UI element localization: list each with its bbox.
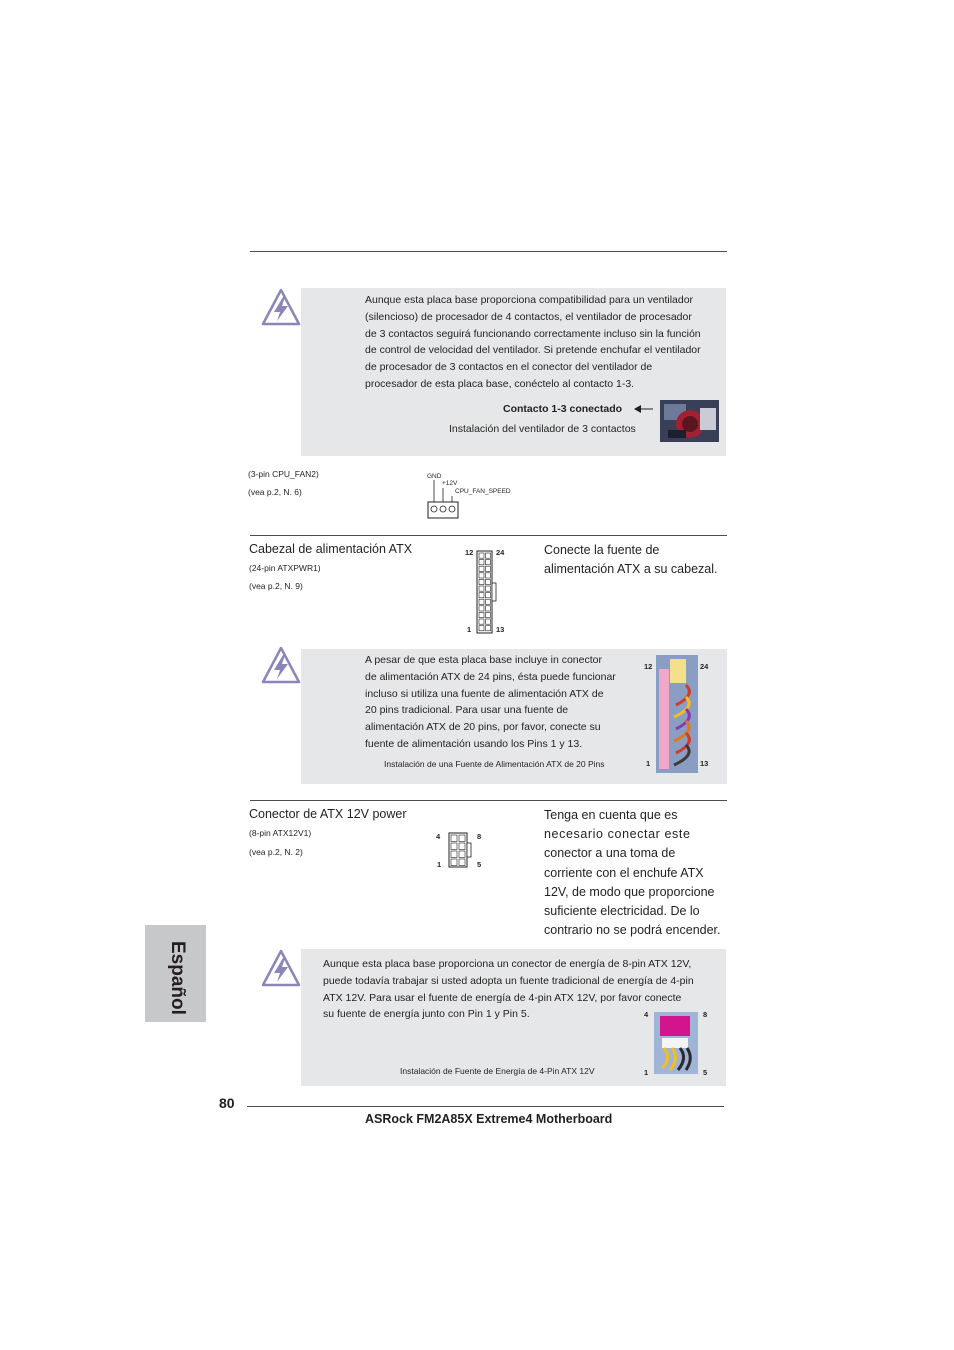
atx-pin <box>479 619 484 624</box>
atx-pin <box>486 612 491 617</box>
12v-label: +12V <box>442 480 458 487</box>
atx-pin-label: 1 <box>467 625 472 634</box>
fan-speed-label: CPU_FAN_SPEED <box>455 488 511 495</box>
atx-pin <box>486 619 491 624</box>
atx-pin <box>479 606 484 611</box>
atx-pin <box>486 593 491 598</box>
note2-line: de alimentación ATX de 24 pins, ésta puede funcionar <box>365 670 616 683</box>
top-rule <box>250 251 727 252</box>
atx-pin <box>479 612 484 617</box>
atx12v-pin-label: 4 <box>436 832 441 841</box>
note2-pin-label: 24 <box>700 662 709 671</box>
atx12v-title: Conector de ATX 12V power <box>249 807 407 821</box>
note2-pin-label: 13 <box>700 759 709 768</box>
cpu-fan-connector-diagram <box>425 480 465 520</box>
note2-caption: Instalación de una Fuente de Alimentación ATX de 20 Pins <box>384 759 605 769</box>
cpu-fan-ref: (vea p.2, N. 6) <box>248 487 302 497</box>
atx-pin <box>486 579 491 584</box>
atx-pin <box>479 566 484 571</box>
atx-24pin-connector-diagram <box>476 550 498 634</box>
note2-line: 20 pins tradicional. Para usar una fuente de <box>365 704 569 717</box>
atx-desc-line: alimentación ATX a su cabezal. <box>544 562 718 576</box>
atx12v-description <box>544 806 734 940</box>
atx-pin <box>486 553 491 558</box>
note1-line: de control de velocidad del ventilador. Si pretende enchufar el ventilador <box>365 344 701 357</box>
note2-text <box>365 652 645 753</box>
warning-icon <box>261 288 301 326</box>
atx-title: Cabezal de alimentación ATX <box>249 542 413 556</box>
note2-line: incluso si utiliza una fuente de alimentación ATX de <box>365 687 604 700</box>
atx-pin <box>486 626 491 631</box>
note3-pin-label: 5 <box>703 1068 708 1077</box>
section-rule <box>250 800 727 801</box>
note3-pin-label: 4 <box>644 1010 649 1019</box>
note2-line: fuente de alimentación usando los Pins 1 y 13. <box>365 737 583 750</box>
atx12v-desc-line: Tenga en cuenta que es <box>544 808 678 822</box>
atx-20pin-install-photo <box>656 655 698 773</box>
note1-text <box>365 292 727 393</box>
atx-desc-line: Conecte la fuente de <box>544 543 660 557</box>
section-rule <box>250 535 727 536</box>
atx-pin <box>479 626 484 631</box>
atx12v-desc-line: corriente con el enchufe ATX <box>544 865 704 880</box>
atx12v-name: (8-pin ATX12V1) <box>249 828 312 838</box>
atx12v-desc-line: suficiente electricidad. De lo <box>544 904 700 919</box>
note2-pin-label: 1 <box>646 759 651 768</box>
atx12v-ref: (vea p.2, N. 2) <box>249 847 303 857</box>
atx12v-pin-label: 1 <box>437 860 442 869</box>
note1-line: (silencioso) de procesador de 4 contactos, el ventilador de procesador <box>365 310 692 323</box>
atx-pin <box>486 566 491 571</box>
atx-pin <box>479 553 484 558</box>
atx12v-desc-line: necesario conectar este <box>544 827 691 842</box>
atx-pin <box>486 573 491 578</box>
atx12v-desc-line: conector a una toma de <box>544 846 676 861</box>
atx-pin <box>479 599 484 604</box>
atx-pin-label: 24 <box>496 548 505 557</box>
atx-pin-label: 13 <box>496 625 505 634</box>
fan-install-photo <box>660 400 719 442</box>
arrow-left-icon <box>634 404 654 414</box>
atx12v-pin-label: 8 <box>477 832 482 841</box>
language-tab-label: Español <box>167 941 188 1015</box>
note1-line: Aunque esta placa base proporciona compatibilidad para un ventilador <box>365 294 694 306</box>
atx12v-pin-label: 5 <box>477 860 482 869</box>
atx-pin <box>486 599 491 604</box>
connected-label: Contacto 1-3 conectado <box>503 403 623 415</box>
note3-line: Aunque esta placa base proporciona un conector de energía de 8-pin ATX 12V, <box>323 958 692 970</box>
note3-pin-label: 1 <box>644 1068 649 1077</box>
note1-line: de 3 contactos seguirá funcionando correctamente incluso sin la función <box>365 327 701 340</box>
note1-line: de procesador de 3 contactos en el conector del ventilador de <box>365 361 653 374</box>
note1-caption: Instalación del ventilador de 3 contactos <box>449 423 636 435</box>
atx-pin <box>486 586 491 591</box>
atx-ref: (vea p.2, N. 9) <box>249 581 303 591</box>
atx-pin <box>486 606 491 611</box>
atx-pin-label: 12 <box>465 548 474 557</box>
atx-pin <box>486 560 491 565</box>
atx-pin <box>479 586 484 591</box>
note3-line: ATX 12V. Para usar el fuente de energía de 4-pin ATX 12V, por favor conecte <box>323 991 682 1004</box>
warning-icon <box>261 646 301 684</box>
atx-pin <box>479 593 484 598</box>
atx-pin <box>479 573 484 578</box>
atx-pin <box>479 560 484 565</box>
atx12v-desc-line: 12V, de modo que proporcione <box>544 884 715 899</box>
note3-caption: Instalación de Fuente de Energía de 4-Pin ATX 12V <box>400 1066 595 1076</box>
page-number: 80 <box>219 1095 235 1111</box>
note3-pin-label: 8 <box>703 1010 708 1019</box>
note2-pin-label: 12 <box>644 662 653 671</box>
note2-line: A pesar de que esta placa base incluye in conector <box>365 654 602 666</box>
atx-pin <box>479 579 484 584</box>
note3-line: puede todavía trabajar si usted adopta un fuente tradicional de energía de 4-pin <box>323 974 694 987</box>
note3-line: su fuente de energía junto con Pin 1 y Pin 5. <box>323 1008 530 1021</box>
gnd-label: GND <box>427 473 442 480</box>
footer-rule <box>247 1106 724 1107</box>
footer-title: ASRock FM2A85X Extreme4 Motherboard <box>365 1112 613 1126</box>
warning-icon <box>261 949 301 987</box>
note1-line: procesador de esta placa base, conéctelo al contacto 1-3. <box>365 377 635 390</box>
atx12v-4pin-install-photo <box>654 1012 698 1074</box>
cpu-fan-name: (3-pin CPU_FAN2) <box>248 469 319 479</box>
atx-name: (24-pin ATXPWR1) <box>249 563 321 573</box>
atx-description <box>544 541 717 579</box>
atx12v-8pin-connector-diagram <box>448 832 474 868</box>
note2-line: alimentación ATX de 20 pins, por favor, conecte su <box>365 721 601 734</box>
atx12v-desc-line: contrario no se podrá encender. <box>544 923 721 938</box>
